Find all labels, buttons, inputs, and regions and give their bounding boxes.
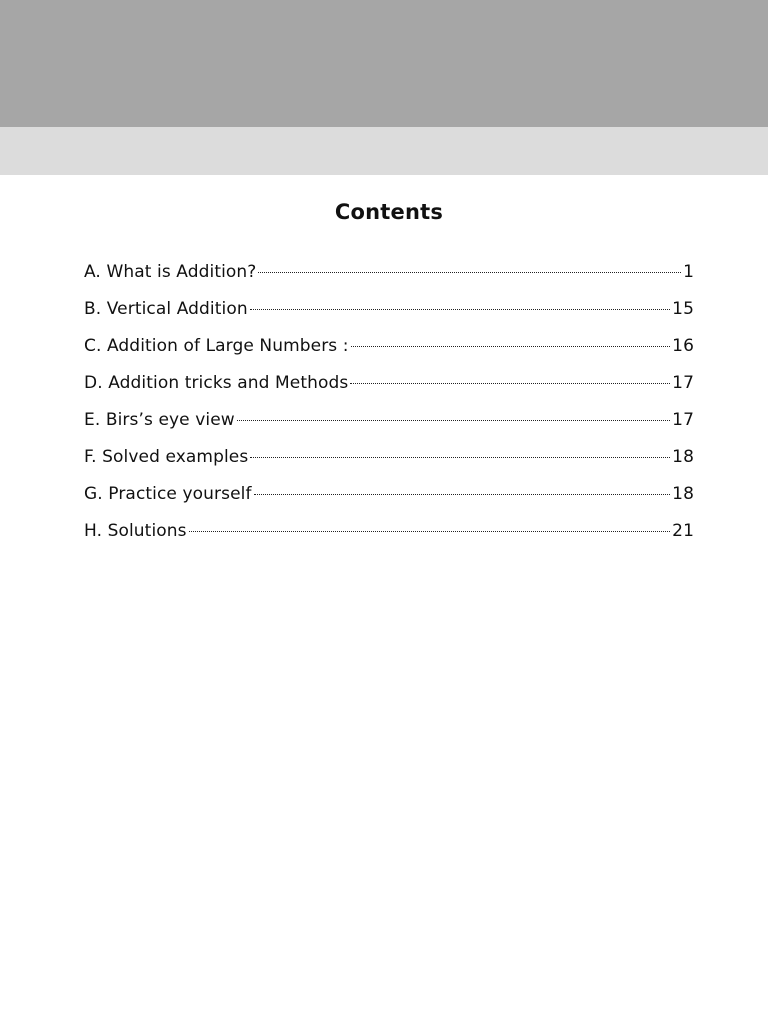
toc-entry-label: H. Solutions xyxy=(84,521,187,541)
toc-entry-label: F. Solved examples xyxy=(84,447,249,467)
toc-entry-label: D. Addition tricks and Methods xyxy=(84,373,349,393)
toc-entry-label: C. Addition of Large Numbers : xyxy=(84,336,349,356)
toc-entry-page: 16 xyxy=(672,336,694,356)
dot-leader xyxy=(350,383,670,384)
toc-entry-page: 18 xyxy=(672,447,694,467)
toc-entry-page: 15 xyxy=(672,299,694,319)
toc-entry-f[interactable] xyxy=(84,443,694,480)
toc-entry-page: 17 xyxy=(672,373,694,393)
dot-leader xyxy=(237,420,670,421)
dot-leader xyxy=(254,494,671,495)
toc-entry-label: A. What is Addition? xyxy=(84,262,257,282)
dot-leader xyxy=(351,346,671,347)
dot-leader xyxy=(250,457,670,458)
table-of-contents xyxy=(84,258,694,554)
toc-entry-label: E. Birs’s eye view xyxy=(84,410,235,430)
toc-entry-a[interactable] xyxy=(84,258,694,295)
header-band-dark xyxy=(0,0,768,127)
toc-entry-g[interactable] xyxy=(84,480,694,517)
page-title: Contents xyxy=(334,200,444,224)
toc-entry-page: 17 xyxy=(672,410,694,430)
toc-entry-label: G. Practice yourself xyxy=(84,484,252,504)
toc-entry-d[interactable] xyxy=(84,369,694,406)
toc-entry-page: 18 xyxy=(672,484,694,504)
toc-entry-c[interactable] xyxy=(84,332,694,369)
dot-leader xyxy=(258,272,681,273)
dot-leader xyxy=(189,531,671,532)
header-band-light xyxy=(0,127,768,175)
toc-entry-page: 1 xyxy=(683,262,694,282)
toc-entry-label: B. Vertical Addition xyxy=(84,299,248,319)
toc-entry-e[interactable] xyxy=(84,406,694,443)
toc-entry-b[interactable] xyxy=(84,295,694,332)
toc-entry-h[interactable] xyxy=(84,517,694,554)
toc-entry-page: 21 xyxy=(672,521,694,541)
dot-leader xyxy=(250,309,670,310)
